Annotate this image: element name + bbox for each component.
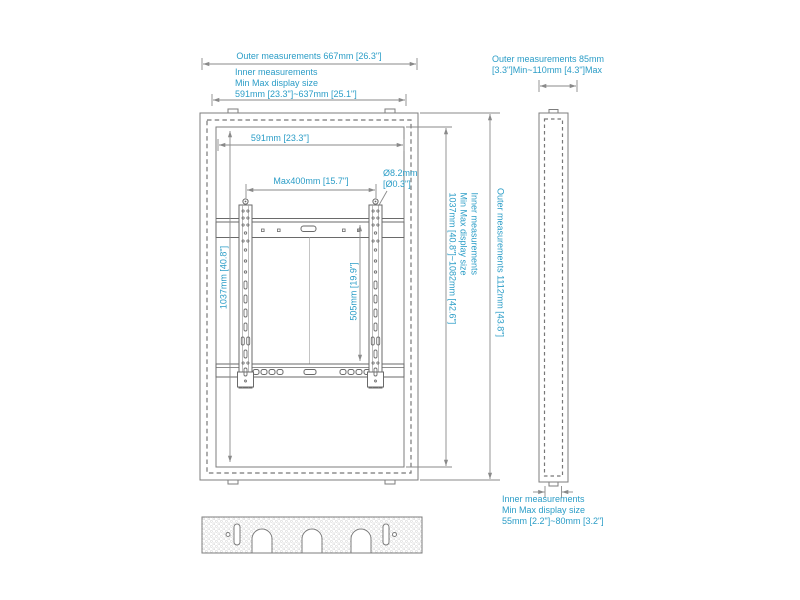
inner-height-line3: 1037mm [40.8"]~1082mm [42.6"] xyxy=(447,192,458,325)
inner-height-line1: Inner measurements xyxy=(469,192,480,276)
side-depth-line1: Outer measurements 85mm xyxy=(492,54,605,64)
side-inner-depth-line3: 55mm [2.2"]~80mm [3.2"] xyxy=(502,516,604,526)
bottom-view-panel xyxy=(202,517,422,553)
bracket-height-label: 1037mm [40.8"] xyxy=(218,245,229,310)
vesa-width-label: Max400mm [15.7"] xyxy=(273,176,349,186)
opening-width-label: 591mm [23.3"] xyxy=(250,133,310,143)
front-view-enclosure xyxy=(200,109,418,484)
bracket-inner-height-label: 505mm [19.9"] xyxy=(348,262,359,321)
inner-width-line2: Min Max display size xyxy=(235,78,319,88)
side-depth-label xyxy=(492,54,604,76)
side-inner-depth-label xyxy=(502,494,604,527)
side-depth-line2: [3.3"]Min~110mm [4.3"]Max xyxy=(492,65,603,75)
side-inner-depth-line2: Min Max display size xyxy=(502,505,586,515)
hole-diameter-label xyxy=(383,168,418,190)
outer-height-label: Outer measurements 1112mm [43.8"] xyxy=(495,188,506,337)
inner-width-line3: 591mm [23.3"]~637mm [25.1"] xyxy=(235,89,357,99)
side-view-enclosure xyxy=(539,110,568,487)
outer-width-label: Outer measurements 667mm [26.3"] xyxy=(236,51,382,61)
inner-width-line1: Inner measurements xyxy=(235,67,318,77)
inner-height-line2: Min Max display size xyxy=(458,192,469,276)
side-inner-depth-line1: Inner measurements xyxy=(502,494,585,504)
hole-diameter-line1: Ø8.2mm xyxy=(383,168,418,178)
hole-diameter-line2: [Ø0.3"] xyxy=(383,179,411,189)
inner-width-label xyxy=(235,67,357,100)
inner-height-label xyxy=(447,193,480,333)
